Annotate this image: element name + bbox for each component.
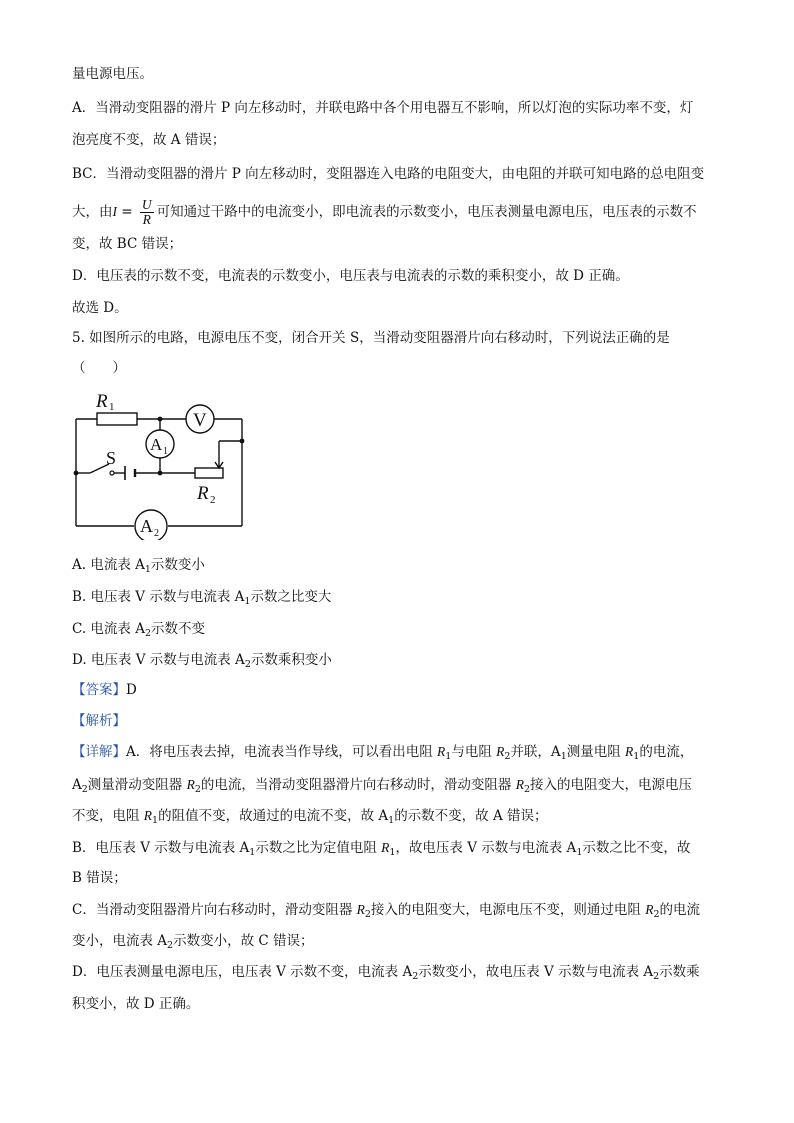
text-line: 量电源电压。: [72, 66, 153, 82]
switch-label: S: [106, 448, 117, 468]
detail-line: 积变小，故 D 正确。: [72, 996, 200, 1012]
a2-label: A: [140, 516, 153, 536]
text-line: 故选 D。: [72, 300, 128, 316]
detail-line: 不变，电阻 $R_1$的阻值不变，故通过的电流不变，故 $A_1$的示数不变，故 A 错误；: [72, 808, 548, 826]
switch-contact: [110, 471, 114, 475]
r1-label: R: [96, 391, 108, 412]
r2-label-sub: 2: [210, 494, 216, 506]
junction-dot: [158, 417, 163, 422]
option-c: C. 电流表 $A_2$示数不变: [72, 621, 206, 639]
analysis-heading: 【解析】: [72, 713, 126, 729]
junction-dot: [158, 471, 163, 476]
detail-line: 变小，电流表 $A_2$示数变小，故 C 错误；: [72, 933, 314, 951]
fraction-u-over-r: $\frac{U}{R}$: [141, 197, 152, 227]
detail-line: C．当滑动变阻器滑片向右移动时，滑动变阻器 $R_2$接入的电阻变大，电源电压不变，则通过电阻 $R_2$的电流: [72, 902, 701, 920]
detail-line: D．电压表测量电源电压，电压表 V 示数不变，电流表 $A_2$示数变小，故电压表 V 示数与电流表 $A_2$示数乘: [72, 964, 700, 982]
answer-bracket: （ ）: [72, 360, 126, 376]
detail-line: B．电压表 V 示数与电流表 $A_1$示数之比为定值电阻 $R_1$，故电压表 V 示数与电流表 $A_1$示数之比不变，故: [72, 840, 691, 858]
a1-label: A: [150, 435, 163, 454]
r1-label-sub: 1: [109, 401, 115, 413]
detail-line: B 错误；: [72, 870, 127, 886]
option-d: D. 电压表 V 示数与电流表 $A_2$示数乘积变小: [72, 652, 332, 670]
a2-label-sub: 2: [154, 528, 159, 539]
a1-label-sub: 1: [163, 446, 168, 457]
text-line: BC．当滑动变阻器的滑片 P 向左移动时，变阻器连入电路的电阻变大，由电阻的并联可知电路的总电阻变: [72, 166, 705, 182]
text-line: A．当滑动变阻器的滑片 P 向左移动时，并联电路中各个用电器互不影响，所以灯泡的实际功率不变，灯: [72, 100, 694, 116]
detail-line: 【详解】A．将电压表去掉，电流表当作导线，可以看出电阻 $R_1$与电阻 $R_2$并联，$A_1$测量电阻 $R_1$的电流，: [72, 744, 694, 762]
r1-resistor: [97, 413, 137, 425]
text-line: D．电压表的示数不变，电流表的示数变小，电压表与电流表的示数的乘积变小，故 D 正确。: [72, 268, 629, 284]
option-b: B. 电压表 V 示数与电流表 $A_1$示数之比变大: [72, 589, 332, 607]
slider-arrow-icon: [215, 460, 223, 468]
question-stem: 5. 如图所示的电路，电源电压不变，闭合开关 S，当滑动变阻器滑片向右移动时，下列说法正确的是: [72, 330, 670, 346]
circuit-diagram: [62, 380, 262, 540]
option-a: A. 电流表 $A_1$示数变小: [72, 557, 205, 575]
r2-rheostat: [195, 468, 223, 478]
voltmeter-label: V: [193, 410, 207, 431]
text-line: 变，故 BC 错误；: [72, 236, 183, 252]
junction-dot: [240, 439, 245, 444]
junction-dot: [74, 471, 79, 476]
r2-label: R: [197, 483, 209, 504]
detail-line: $A_2$测量滑动变阻器 $R_2$的电流，当滑动变阻器滑片向右移动时，滑动变阻器 $R_2$接入的电阻变大，电源电压: [72, 777, 692, 795]
text-line: 大，由I = $\frac{U}{R}$ 可知通过干路中的电流变小，即电流表的示数变小，电压表测量电源电压，电压表的示数不: [72, 197, 697, 227]
answer-line: 【答案】D: [72, 682, 137, 698]
text-line: 泡亮度不变，故 A 错误；: [72, 132, 226, 148]
